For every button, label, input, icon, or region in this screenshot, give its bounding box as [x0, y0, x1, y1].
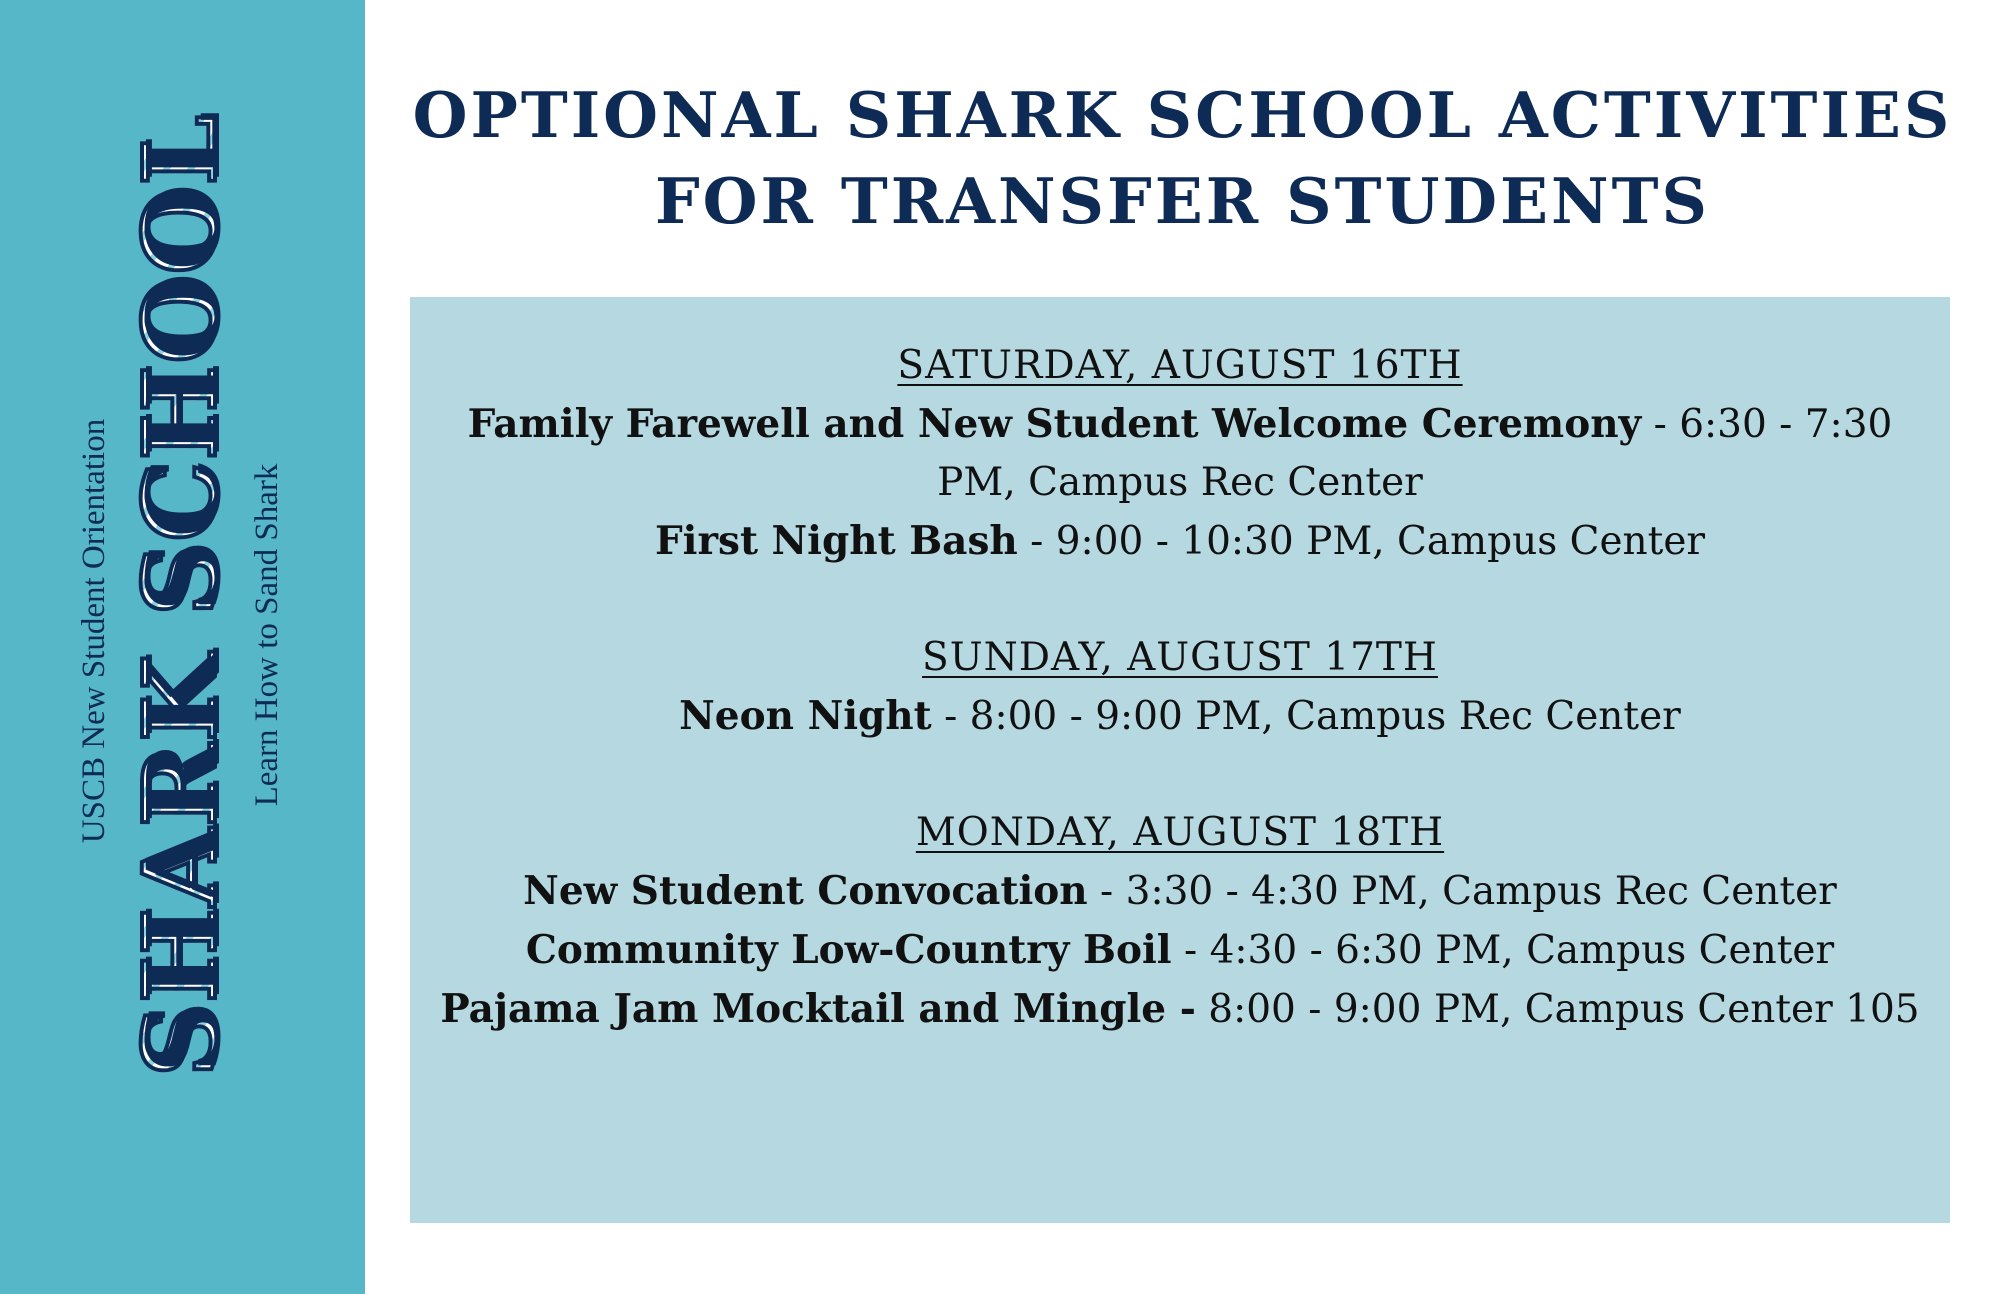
- sidebar: [0, 0, 365, 1294]
- event-item: [430, 687, 1930, 746]
- event-name: Neon Night: [679, 693, 932, 739]
- day-heading: MONDAY, AUGUST 18TH: [915, 810, 1445, 855]
- orientation-line: USCB New Student Orientation: [76, 418, 112, 844]
- event-name: New Student Convocation: [523, 868, 1088, 914]
- day-block-sunday: [430, 629, 1930, 746]
- page-title-line-1: OPTIONAL SHARK SCHOOL ACTIVITIES: [412, 78, 1953, 152]
- event-name: First Night Bash: [654, 518, 1018, 564]
- event-details: - 9:00 - 10:30 PM, Campus Center: [1017, 519, 1706, 564]
- event-item: [430, 512, 1930, 571]
- event-details: 8:00 - 9:00 PM, Campus Center 105: [1195, 987, 1920, 1032]
- brand-title-text: SHARK SCHOOL: [121, 113, 239, 1077]
- event-item: [430, 862, 1930, 921]
- brand-title: [121, 113, 239, 1077]
- day-block-saturday: [430, 337, 1930, 571]
- schedule-content: [430, 337, 1930, 1039]
- page-title-line-2: FOR TRANSFER STUDENTS: [654, 164, 1711, 238]
- page-title: [365, 72, 2000, 244]
- event-details: - 3:30 - 4:30 PM, Campus Rec Center: [1087, 869, 1837, 914]
- event-item: [430, 980, 1930, 1039]
- event-details: - 6:30 - 7:30 PM, Campus Rec Center: [937, 402, 1893, 505]
- day-block-monday: [430, 804, 1930, 1039]
- day-heading: SATURDAY, AUGUST 16TH: [897, 343, 1463, 388]
- event-name: Community Low-Country Boil: [525, 927, 1172, 973]
- event-name: Family Farewell and New Student Welcome Ceremony: [467, 401, 1642, 447]
- tagline: Learn How to Sand Shark: [249, 463, 285, 807]
- day-heading: SUNDAY, AUGUST 17TH: [922, 635, 1438, 680]
- event-item: [430, 395, 1930, 512]
- schedule-panel: [410, 297, 1950, 1223]
- event-name: Pajama Jam Mocktail and Mingle -: [440, 986, 1196, 1032]
- event-details: - 8:00 - 9:00 PM, Campus Rec Center: [931, 694, 1681, 739]
- event-item: [430, 921, 1930, 980]
- event-details: - 4:30 - 6:30 PM, Campus Center: [1171, 928, 1835, 973]
